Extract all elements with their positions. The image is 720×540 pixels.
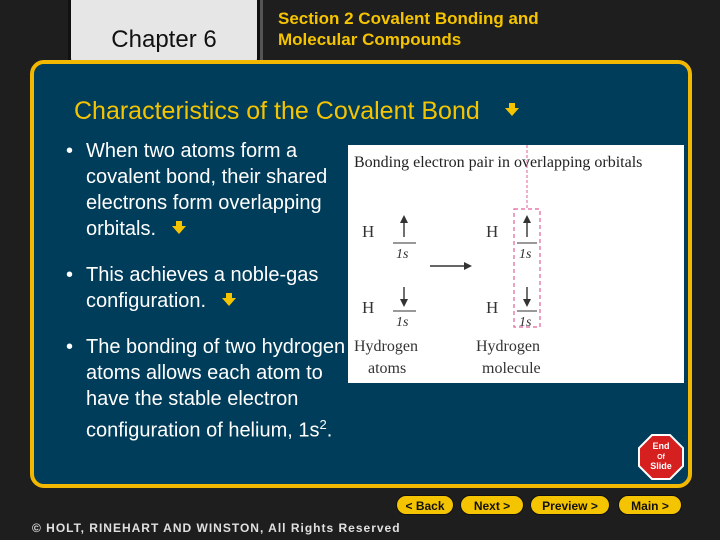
bullet-list [66, 138, 346, 464]
spin-up-arrowhead [400, 215, 408, 223]
bullet-icon: • [66, 264, 74, 286]
orbital-diagram-svg [348, 145, 684, 383]
page-title [74, 97, 519, 126]
bullet-end: . [326, 419, 333, 442]
caption-right-line2: molecule [482, 360, 541, 377]
preview-button[interactable]: Preview > [530, 495, 610, 515]
of-label: Of [657, 454, 665, 461]
stop-sign-icon [638, 434, 684, 480]
more-arrow-icon[interactable] [222, 298, 236, 306]
atom-label: H [362, 222, 375, 241]
bullet-text: When two atoms form a covalent bond, their shared electrons form overlapping orbitals. [86, 140, 328, 240]
bullet-icon: • [66, 140, 74, 162]
spin-up-arrowhead [523, 215, 531, 223]
main-button[interactable]: Main > [618, 495, 682, 515]
bullet-text: This achieves a noble-gas configuration. [86, 264, 319, 312]
atom-label: H [486, 222, 499, 241]
caption-left-line2: atoms [368, 360, 407, 377]
chapter-title: Chapter 6 [111, 26, 217, 53]
more-arrow-icon[interactable] [505, 108, 519, 116]
copyright-text: © HOLT, RINEHART AND WINSTON, All Rights Reserved [32, 521, 401, 535]
spin-down-arrowhead [523, 299, 531, 307]
page-title-text: Characteristics of the Covalent Bond [74, 97, 480, 125]
more-arrow-icon[interactable] [172, 226, 186, 234]
list-item [66, 262, 346, 314]
bullet-text: The bonding of two hydrogen atoms allows each atom to have the stable electron configuration of helium, 1s [86, 336, 346, 442]
atom-label: H [486, 298, 499, 317]
spin-down-arrowhead [400, 299, 408, 307]
list-item [66, 138, 346, 242]
section-title-line1: Section 2 Covalent Bonding and [278, 9, 539, 28]
reaction-arrowhead [464, 262, 472, 270]
caption-left-line1: Hydrogen [354, 338, 418, 355]
back-button[interactable]: < Back [396, 495, 454, 515]
caption-right-line1: Hydrogen [476, 338, 540, 355]
superscript: 2 [319, 417, 327, 432]
bullet-icon: • [66, 336, 74, 358]
list-item [66, 334, 346, 444]
orbital-label: 1s [519, 247, 532, 262]
section-title-line2: Molecular Compounds [278, 30, 462, 49]
orbital-diagram [348, 145, 684, 383]
orbital-label: 1s [396, 315, 409, 330]
orbital-label: 1s [396, 247, 409, 262]
next-button[interactable]: Next > [460, 495, 524, 515]
end-of-slide-button[interactable] [638, 434, 684, 480]
atom-label: H [362, 298, 375, 317]
end-label: End [652, 441, 670, 451]
slide-label: Slide [650, 461, 672, 471]
orbital-label: 1s [519, 315, 532, 330]
section-title [278, 8, 618, 50]
diagram-title: Bonding electron pair in overlapping orbitals [354, 154, 643, 171]
